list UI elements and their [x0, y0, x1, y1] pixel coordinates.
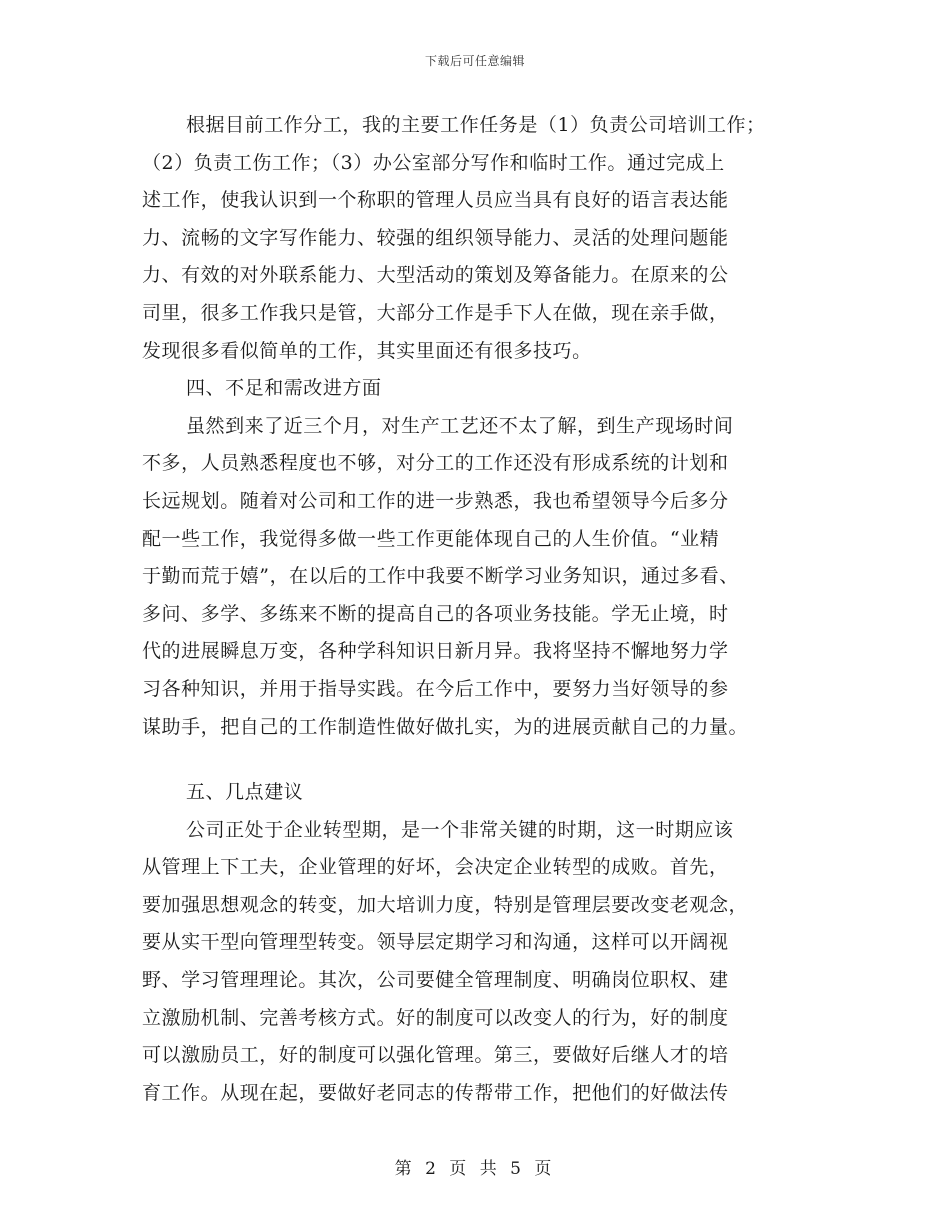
page-number-footer: 第 2 页 共 5 页	[394, 1159, 556, 1179]
paragraph-shortcomings	[142, 408, 812, 746]
text-line: 发现很多看似简单的工作，其实里面还有很多技巧。	[142, 339, 592, 362]
paragraph-suggestions	[142, 812, 812, 1113]
document-body	[142, 107, 812, 1112]
text-line: 配一些工作，我觉得多做一些工作更能体现自己的人生价值。“业精	[142, 527, 720, 550]
text-line: 力、流畅的文字写作能力、较强的组织领导能力、灵活的处理问题能	[142, 226, 729, 249]
section-heading-shortcomings: 四、不足和需改进方面	[186, 377, 382, 400]
text-line: 谋助手，把自己的工作制造性做好做扎实，为的进展贡献自己的力量。	[142, 715, 749, 738]
text-line: 代的进展瞬息万变，各种学科知识日新月异。我将坚持不懈地努力学	[142, 640, 729, 663]
text-line: 要从实干型向管理型转变。领导层定期学习和沟通，这样可以开阔视	[142, 931, 729, 954]
text-line: 立激励机制、完善考核方式。好的制度可以改变人的行为，好的制度	[142, 1006, 729, 1029]
text-line: 司里，很多工作我只是管，大部分工作是手下人在做，现在亲手做，	[142, 301, 729, 324]
text-line: 习各种知识，并用于指导实践。在今后工作中，要努力当好领导的参	[142, 677, 729, 700]
text-line: 力、有效的对外联系能力、大型活动的策划及筹备能力。在原来的公	[142, 264, 729, 287]
text-line: 于勤而荒于嬉”，在以后的工作中我要不断学习业务知识，通过多看、	[142, 565, 739, 588]
paragraph-spacer	[142, 746, 812, 774]
text-line: 公司正处于企业转型期，是一个非常关键的时期，这一时期应该	[186, 818, 734, 841]
text-line: 长远规划。随着对公司和工作的进一步熟悉，我也希望领导今后多分	[142, 489, 729, 512]
text-line: 述工作，使我认识到一个称职的管理人员应当具有良好的语言表达能	[142, 189, 729, 212]
section-heading-suggestions: 五、几点建议	[186, 781, 304, 804]
text-line: 多问、多学、多练来不断的提高自己的各项业务技能。学无止境，时	[142, 602, 729, 625]
text-line: 根据目前工作分工，我的主要工作任务是（1）负责公司培训工作；	[186, 114, 766, 136]
text-line: （2）负责工伤工作；（3）办公室部分写作和临时工作。通过完成上	[142, 151, 725, 174]
text-line: 野、学习管理理论。其次，公司要健全管理制度、明确岗位职权、建	[142, 969, 729, 992]
text-line: 要加强思想观念的转变，加大培训力度，特别是管理层要改变老观念，	[142, 893, 749, 916]
text-line: 育工作。从现在起，要做好老同志的传帮带工作，把他们的好做法传	[142, 1081, 729, 1104]
text-line: 从管理上下工夫，企业管理的好坏，会决定企业转型的成败。首先，	[142, 856, 729, 879]
text-line: 可以激励员工，好的制度可以强化管理。第三，要做好后继人才的培	[142, 1044, 729, 1067]
paragraph-work-tasks	[142, 107, 812, 370]
page-header: 下载后可任意编辑	[424, 54, 525, 68]
text-line: 虽然到来了近三个月，对生产工艺还不太了解，到生产现场时间	[186, 414, 734, 437]
text-line: 不多，人员熟悉程度也不够，对分工的工作还没有形成系统的计划和	[142, 452, 729, 475]
